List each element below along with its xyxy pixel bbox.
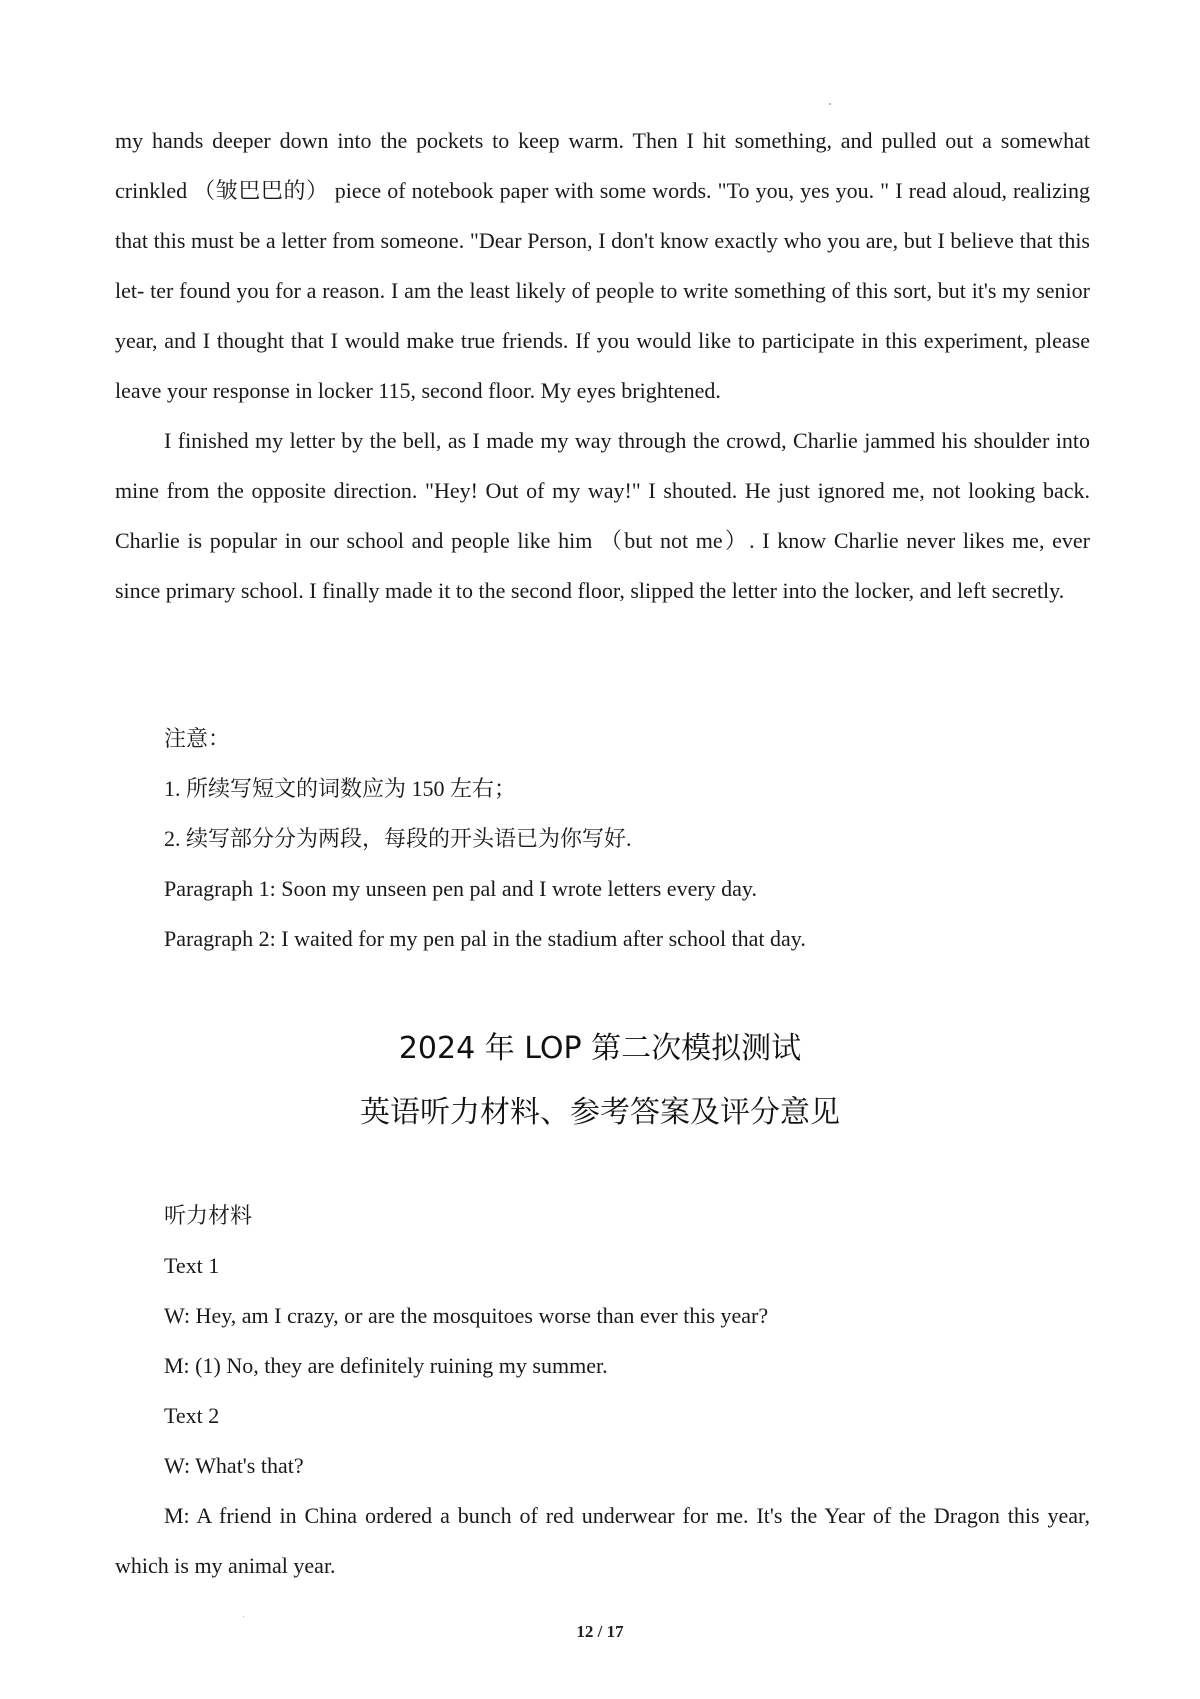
text-2-title: Text 2 [164,1403,220,1428]
notes-item-1: 1. 所续写短文的词数应为 150 左右； [164,776,517,801]
section-title-line-2: 英语听力材料、参考答案及评分意见 [360,1095,840,1130]
notes-item-2: 2. 续写部分分为两段，每段的开头语已为你写好. [164,826,632,851]
passage-paragraph-1: my hands deeper down into the pockets to keep warm. Then I hit something, and pulled out a somewhat crinkled （皱巴巴的） piece of notebook paper with some words. "To you, yes you. " I read aloud, realizing that this must be a letter from someone. "Dear Person, I don't know exactly who you are, but I believe that this let- ter found you for a reason. I am the least likely of people to write something of this sort, but it's my senior year, and I thought that I would make true friends. If you would like to participate in this experiment, please leave your response in locker 115, second floor. My eyes brightened. [115,128,1090,403]
paragraph-2-opening: Paragraph 2: I waited for my pen pal in the stadium after school that day. [164,926,806,951]
text-1-woman-line: W: Hey, am I crazy, or are the mosquitoes worse than ever this year? [164,1303,769,1328]
paragraph-1-opening: Paragraph 1: Soon my unseen pen pal and I wrote letters every day. [164,876,758,901]
page-number: 12 / 17 [576,1622,624,1641]
notes-label: 注意： [164,726,231,751]
text-1-title: Text 1 [164,1253,220,1278]
section-title-line-1: 2024 年 LOP 第二次模拟测试 [398,1031,802,1066]
text-1-man-line: M: (1) No, they are definitely ruining my summer. [164,1353,608,1378]
scan-speck [243,1616,244,1617]
listening-material [115,1191,1090,1591]
listening-label: 听力材料 [164,1203,253,1228]
writing-notes [115,714,1090,964]
text-2-woman-line: W: What's that? [164,1453,304,1478]
continuation-passage [115,116,1090,616]
passage-paragraph-2: I finished my letter by the bell, as I made my way through the crowd, Charlie jammed his shoulder into mine from the opposite direction. "Hey! Out of my way!" I shouted. He just ignored me, not looking back. Charlie is popular in our school and people like him （but not me）. I know Charlie never likes me, ever since primary school. I finally made it to the second floor, slipped the letter into the locker, and left secretly. [115,428,1090,603]
scan-speck [829,103,831,105]
text-2-man-line: M: A friend in China ordered a bunch of red underwear for me. It's the Year of the Dragon this year, which is my animal year. [115,1503,1090,1578]
